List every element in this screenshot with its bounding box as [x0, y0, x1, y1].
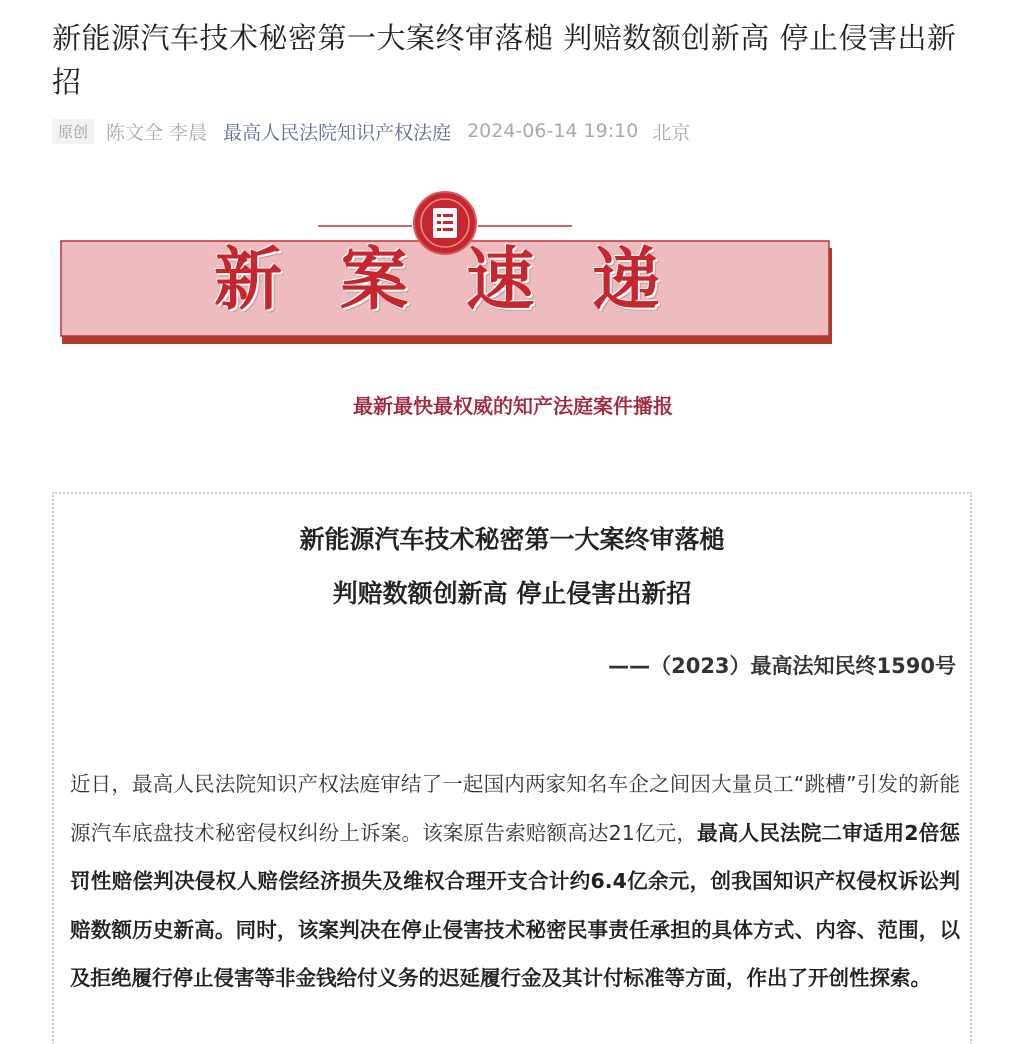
banner-image [60, 190, 832, 350]
publish-datetime: 2024-06-14 19:10 [467, 120, 639, 142]
case-number: ——（2023）最高法知民终1590号 [608, 654, 956, 678]
original-badge: 原创 [52, 119, 94, 144]
author-names: 陈文全 李晨 [106, 121, 208, 144]
account-name-link[interactable]: 最高人民法院知识产权法庭 [223, 121, 452, 144]
publish-location: 北京 [652, 121, 691, 144]
body-paragraph [70, 760, 960, 1003]
content-title-line-2: 判赔数额创新高 停止侵害出新招 [332, 579, 692, 608]
content-title-line-1: 新能源汽车技术秘密第一大案终审落槌 [299, 525, 725, 554]
article-content-box [52, 492, 972, 1044]
article-title: 新能源汽车技术秘密第一大案终审落槌 判赔数额创新高 停止侵害出新招 [52, 21, 957, 99]
banner-slogan: 最新最快最权威的知产法庭案件播报 [353, 394, 673, 418]
article-meta [52, 116, 690, 146]
paragraph-bold-text: 最高人民法院二审适用2倍惩罚性赔偿判决侵权人赔偿经济损失及维权合理开支合计约6.4亿余元，创我国知识产权侵权诉讼判赔数额历史新高。同时，该案判决在停止侵害技术秘密民事责任承担的具体方式、内容、范围，以及拒绝履行停止侵害等非金钱给付义务的迟延履行金及其计付标准等方面，作出了开创性探索。 [70, 820, 961, 990]
paragraph-normal-text: 近日，最高人民法院知识产权法庭审结了一起国内两家知名车企之间因大量员工“跳槽”引发的新能源汽车底盘技术秘密侵权纠纷上诉案。该案原告索赔额高达21亿元， [70, 772, 960, 845]
banner-title: 新案速递 [213, 240, 718, 320]
